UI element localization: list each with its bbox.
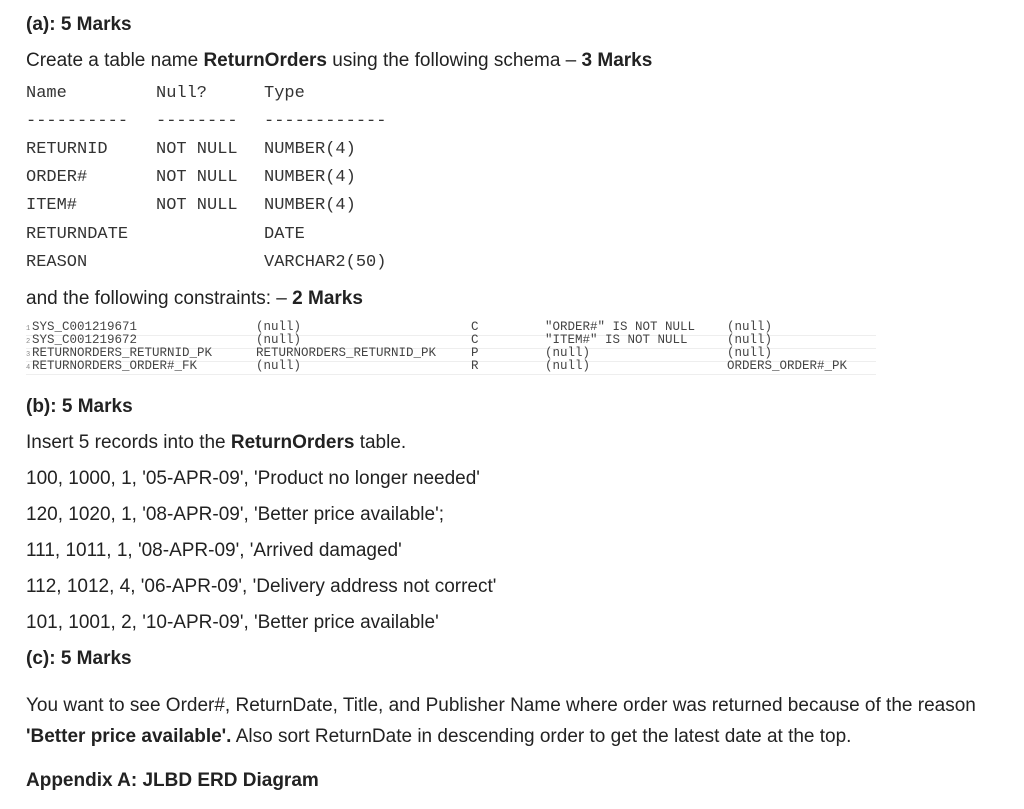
constraint-name: RETURNORDERS_RETURNID_PK xyxy=(32,346,213,360)
constraint-reference: ORDERS_ORDER#_PK xyxy=(727,359,848,373)
constraint-index: (null) xyxy=(256,359,302,373)
schema-rule-null: -------- xyxy=(156,112,238,131)
section-a-intro-pre: Create a table name xyxy=(26,50,204,71)
constraints-intro-pre: and the following constraints: – xyxy=(26,288,293,309)
section-a-intro-mid: using the following schema – xyxy=(326,50,582,71)
section-a-heading: (a): 5 Marks xyxy=(26,14,132,35)
constraint-name: SYS_C001219671 xyxy=(32,320,138,334)
constraint-name: RETURNORDERS_ORDER#_FK xyxy=(32,359,198,373)
schema-row-name: ORDER# xyxy=(26,168,88,187)
schema-row-type: DATE xyxy=(264,225,305,244)
record-line: 112, 1012, 4, '06-APR-09', 'Delivery address not correct' xyxy=(26,576,497,597)
constraint-name: SYS_C001219672 xyxy=(32,333,138,347)
schema-rule-type: ------------ xyxy=(264,112,387,131)
record-line: 111, 1011, 1, '08-APR-09', 'Arrived damaged' xyxy=(26,540,402,561)
schema-row-name: REASON xyxy=(26,253,88,272)
constraint-condition: (null) xyxy=(545,346,591,360)
constraint-row-number: 2 xyxy=(26,338,31,346)
constraint-type: C xyxy=(471,333,479,347)
constraint-type: P xyxy=(471,346,479,360)
schema-row-name: ITEM# xyxy=(26,196,78,215)
section-c-text-pre: You want to see Order#, ReturnDate, Title, and Publisher Name where order was returned because of the reason xyxy=(26,695,976,716)
constraints-intro-marks: 2 Marks xyxy=(292,288,363,309)
schema-col-null: Null? xyxy=(156,84,208,103)
section-b-intro-pre: Insert 5 records into the xyxy=(26,432,231,453)
section-a-intro-marks: 3 Marks xyxy=(581,50,653,71)
constraints-intro xyxy=(26,288,363,310)
schema-row-null: NOT NULL xyxy=(156,140,238,159)
constraint-index: RETURNORDERS_RETURNID_PK xyxy=(256,346,437,360)
appendix-heading: Appendix A: JLBD ERD Diagram xyxy=(26,770,319,791)
constraint-index: (null) xyxy=(256,333,302,347)
constraint-type: R xyxy=(471,359,479,373)
constraint-type: C xyxy=(471,320,479,334)
schema-row-null: NOT NULL xyxy=(156,168,238,187)
schema-row-null: NOT NULL xyxy=(156,196,238,215)
constraint-row-number: 3 xyxy=(26,351,31,359)
section-a-intro-table: ReturnOrders xyxy=(203,50,327,71)
constraint-condition: "ITEM#" IS NOT NULL xyxy=(545,333,688,347)
section-b-intro-table: ReturnOrders xyxy=(230,432,355,453)
record-line: 100, 1000, 1, '05-APR-09', 'Product no longer needed' xyxy=(26,468,480,489)
constraint-row-number: 1 xyxy=(26,325,31,333)
constraint-row-number: 4 xyxy=(26,364,31,372)
constraint-condition: (null) xyxy=(545,359,591,373)
schema-row-type: NUMBER(4) xyxy=(264,196,356,215)
schema-row-name: RETURNID xyxy=(26,140,108,159)
schema-col-name: Name xyxy=(26,84,67,103)
section-b-intro xyxy=(26,432,406,454)
constraint-condition: "ORDER#" IS NOT NULL xyxy=(545,320,696,334)
section-b-heading: (b): 5 Marks xyxy=(26,396,133,417)
schema-rule-name: ---------- xyxy=(26,112,129,131)
constraint-reference: (null) xyxy=(727,333,773,347)
section-c-text-bold: 'Better price available'. xyxy=(26,726,232,747)
section-b-intro-post: table. xyxy=(354,432,407,453)
section-a-intro xyxy=(26,50,652,72)
constraint-row xyxy=(26,361,876,375)
record-line: 120, 1020, 1, '08-APR-09', 'Better price available'; xyxy=(26,504,444,525)
schema-row-type: VARCHAR2(50) xyxy=(264,253,387,272)
schema-row-type: NUMBER(4) xyxy=(264,168,356,187)
section-c-text xyxy=(26,690,1001,752)
section-c-heading: (c): 5 Marks xyxy=(26,648,132,669)
constraint-reference: (null) xyxy=(727,346,773,360)
constraint-index: (null) xyxy=(256,320,302,334)
schema-row-type: NUMBER(4) xyxy=(264,140,356,159)
schema-col-type: Type xyxy=(264,84,305,103)
schema-row-name: RETURNDATE xyxy=(26,225,129,244)
section-c-text-post: Also sort ReturnDate in descending order to get the latest date at the top. xyxy=(231,726,852,747)
constraints-grid xyxy=(26,322,876,374)
constraint-reference: (null) xyxy=(727,320,773,334)
record-line: 101, 1001, 2, '10-APR-09', 'Better price available' xyxy=(26,612,439,633)
